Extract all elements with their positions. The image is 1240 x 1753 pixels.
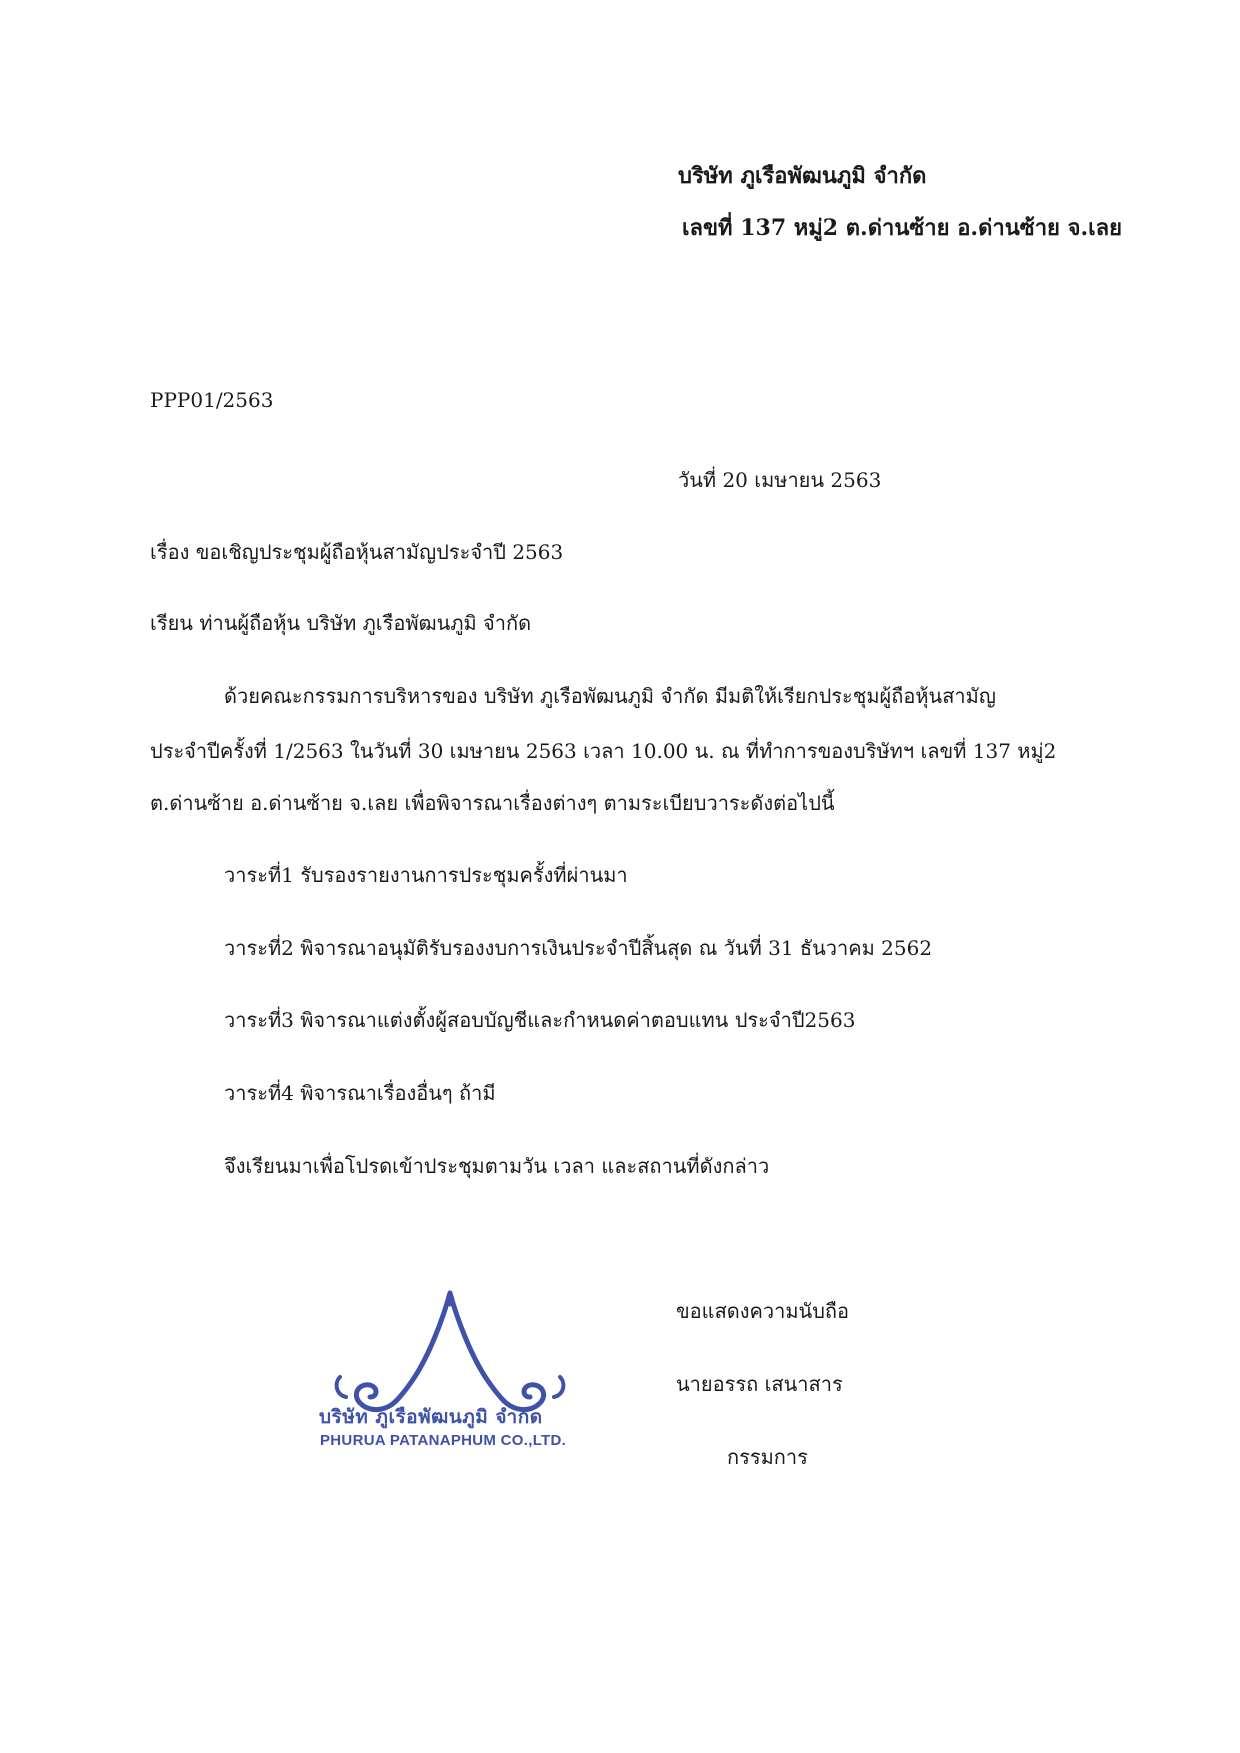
letterhead-address: เลขที่ 137 หมู่2 ต.ด่านซ้าย อ.ด่านซ้าย จ.เลย	[682, 215, 1123, 241]
signer-title: กรรมการ	[727, 1445, 808, 1469]
letterhead-company-name: บริษัท ภูเรือพัฒนภูมิ จำกัด	[678, 163, 927, 189]
stamp-english-name: PHURUA PATANAPHUM CO.,LTD.	[320, 1432, 567, 1449]
signer-name: นายอรรถ เสนาสาร	[676, 1372, 843, 1396]
letter-subject: เรื่อง ขอเชิญประชุมผู้ถือหุ้นสามัญประจำปี 2563	[150, 540, 564, 564]
body-line: ต.ด่านซ้าย อ.ด่านซ้าย จ.เลย เพื่อพิจารณาเรื่องต่างๆ ตามระเบียบวาระดังต่อไปนี้	[150, 791, 835, 815]
body-line: ด้วยคณะกรรมการบริหารของ บริษัท ภูเรือพัฒนภูมิ จำกัด มีมติให้เรียกประชุมผู้ถือหุ้นสามัญ	[224, 684, 996, 708]
reference-number: PPP01/2563	[150, 388, 274, 412]
agenda-item: วาระที่1 รับรองรายงานการประชุมครั้งที่ผ่านมา	[224, 863, 628, 887]
body-line: ประจำปีครั้งที่ 1/2563 ในวันที่ 30 เมษายน 2563 เวลา 10.00 น. ณ ที่ทำการของบริษัทฯ เลขที่ 137 หมู่2	[150, 739, 1057, 763]
agenda-item: วาระที่3 พิจารณาแต่งตั้งผู้สอบบัญชีและกำหนดค่าตอบแทน ประจำปี2563	[224, 1008, 856, 1032]
letter-recipient: เรียน ท่านผู้ถือหุ้น บริษัท ภูเรือพัฒนภูมิ จำกัด	[150, 611, 532, 635]
letter-date: วันที่ 20 เมษายน 2563	[678, 468, 882, 492]
agenda-item: วาระที่4 พิจารณาเรื่องอื่นๆ ถ้ามี	[224, 1081, 496, 1105]
agenda-item: วาระที่2 พิจารณาอนุมัติรับรองงบการเงินประจำปีสิ้นสุด ณ วันที่ 31 ธันวาคม 2562	[224, 936, 933, 960]
stamp-thai-name: บริษัท ภูเรือพัฒนภูมิ จำกัด	[319, 1406, 543, 1428]
complimentary-close: ขอแสดงความนับถือ	[676, 1299, 850, 1323]
closing-sentence: จึงเรียนมาเพื่อโปรดเข้าประชุมตามวัน เวลา และสถานที่ดังกล่าว	[224, 1154, 770, 1178]
